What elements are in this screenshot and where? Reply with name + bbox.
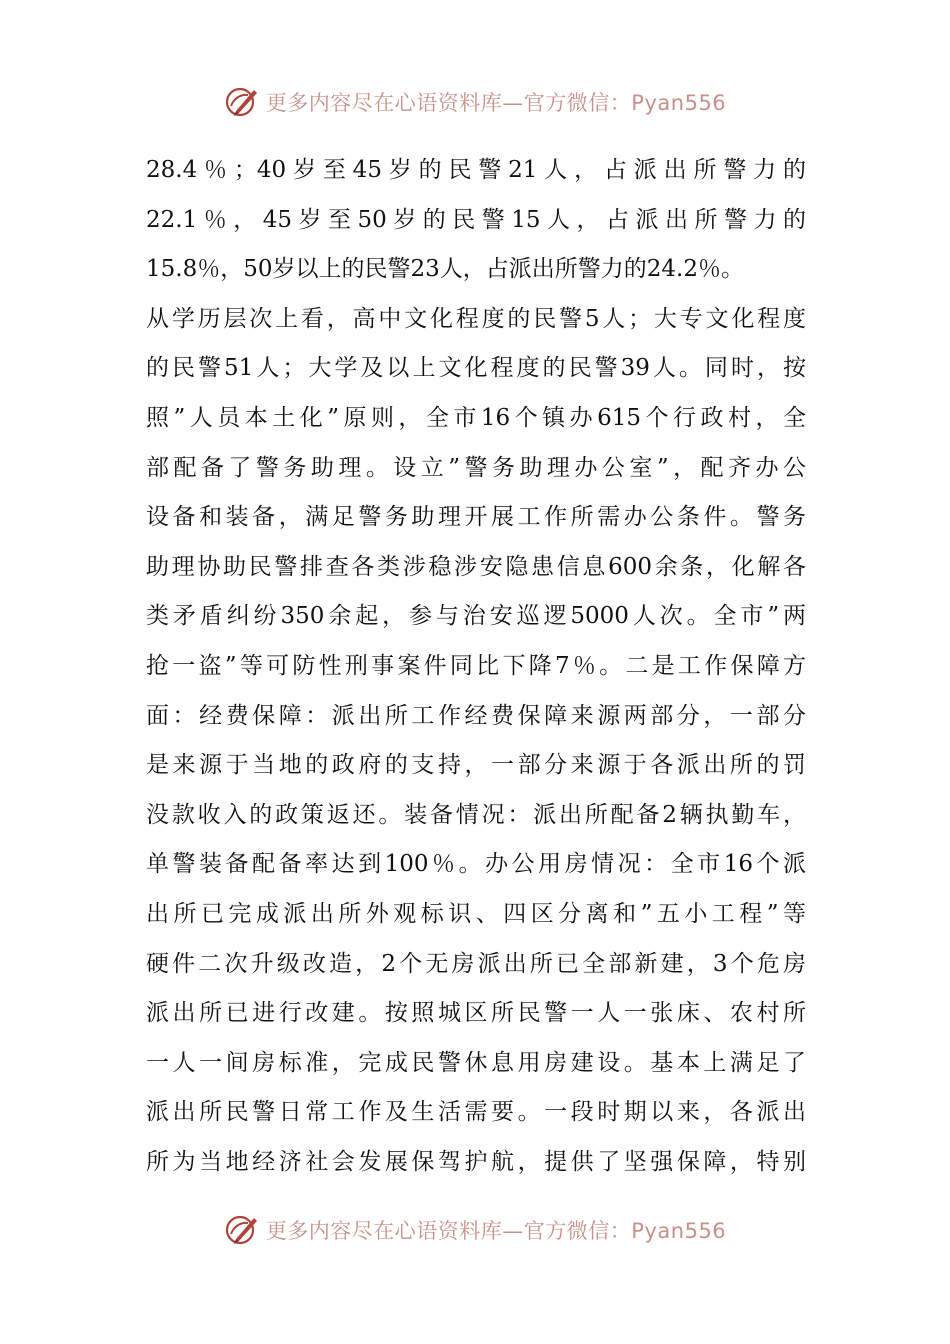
body-line: 单警装备配备率达到100％。办公用房情况：全市16个派	[146, 851, 806, 878]
body-line: 的民警51人；大学及以上文化程度的民警39人。同时，按	[146, 355, 806, 382]
pen-logo-icon	[224, 84, 260, 120]
body-line: 是来源于当地的政府的支持，一部分来源于各派出所的罚	[146, 752, 806, 779]
document-body	[146, 146, 806, 1187]
body-line: 出所已完成派出所外观标识、四区分离和”五小工程”等	[146, 900, 806, 927]
body-line: 类矛盾纠纷350余起，参与治安巡逻5000人次。全市”两	[146, 603, 806, 630]
body-line: 从学历层次上看，高中文化程度的民警5人；大专文化程度	[146, 305, 806, 332]
body-line: 派出所已进行改建。按照城区所民警一人一张床、农村所	[146, 1000, 806, 1027]
body-line: 助理协助民警排查各类涉稳涉安隐患信息600余条，化解各	[146, 553, 806, 580]
body-line: 15.8％，50岁以上的民警23人，占派出所警力的24.2％。	[146, 256, 744, 283]
footer-banner-text: 更多内容尽在心语资料库—官方微信：Pyan556	[265, 1219, 727, 1243]
body-line: 硬件二次升级改造，2个无房派出所已全部新建，3个危房	[146, 950, 806, 977]
footer-banner	[0, 1210, 950, 1250]
body-line: 抢一盗”等可防性刑事案件同比下降7％。二是工作保障方	[146, 652, 806, 679]
pen-logo-icon	[224, 1212, 260, 1248]
body-line: 部配备了警务助理。设立”警务助理办公室”，配齐办公	[146, 454, 806, 481]
body-line: 设备和装备，满足警务助理开展工作所需办公条件。警务	[146, 504, 806, 531]
header-banner	[0, 82, 950, 122]
body-line: 所为当地经济社会发展保驾护航，提供了坚强保障，特别	[146, 1148, 806, 1175]
body-line: 一人一间房标准，完成民警休息用房建设。基本上满足了	[146, 1049, 806, 1076]
body-line: 派出所民警日常工作及生活需要。一段时期以来，各派出	[146, 1099, 806, 1126]
body-line: 照”人员本土化”原则，全市16个镇办615个行政村，全	[146, 404, 806, 431]
body-line: 28.4％；40岁至45岁的民警21人，占派出所警力的	[146, 157, 806, 183]
body-line: 22.1％，45岁至50岁的民警15人，占派出所警力的	[146, 206, 806, 233]
header-banner-text: 更多内容尽在心语资料库—官方微信：Pyan556	[265, 91, 727, 115]
body-line: 没款收入的政策返还。装备情况：派出所配备2辆执勤车，	[146, 801, 806, 828]
body-line: 面：经费保障：派出所工作经费保障来源两部分，一部分	[146, 702, 806, 729]
